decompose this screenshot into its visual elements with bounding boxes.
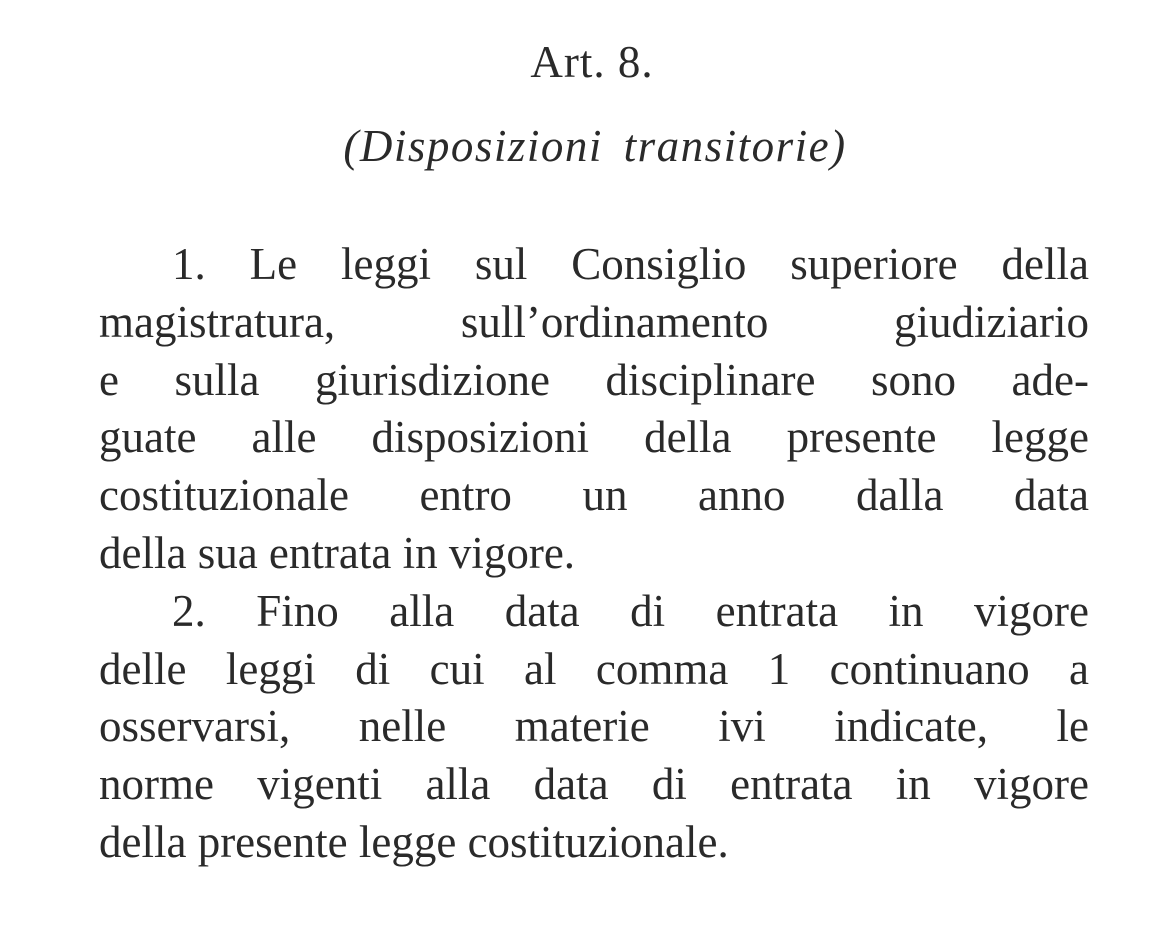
- article-body: [99, 236, 1089, 872]
- paragraph-1: [99, 236, 1089, 583]
- paragraph-line: delle leggi di cui al comma 1 continuano a: [99, 643, 1089, 694]
- paragraph-2: [99, 583, 1089, 872]
- paragraph-line: 1. Le leggi sul Consiglio superiore della: [172, 239, 1089, 289]
- paragraph-line: e sulla giurisdizione disciplinare sono ade-: [99, 354, 1089, 405]
- paragraph-line: costituzionale entro un anno dalla data: [99, 470, 1089, 521]
- paragraph-line: guate alle disposizioni della presente legge: [99, 412, 1089, 463]
- paragraph-line: della presente legge costituzionale.: [99, 816, 729, 867]
- article-title: Art. 8.: [530, 37, 654, 87]
- article-subtitle: (Disposizioni transitorie): [343, 121, 847, 171]
- paragraph-line: norme vigenti alla data di entrata in vigore: [99, 759, 1089, 810]
- paragraph-line: della sua entrata in vigore.: [99, 527, 576, 578]
- paragraph-line: 2. Fino alla data di entrata in vigore: [172, 585, 1089, 636]
- paragraph-line: osservarsi, nelle materie ivi indicate, le: [99, 701, 1089, 752]
- paragraph-line: magistratura, sull’ordinamento giudiziario: [99, 296, 1089, 347]
